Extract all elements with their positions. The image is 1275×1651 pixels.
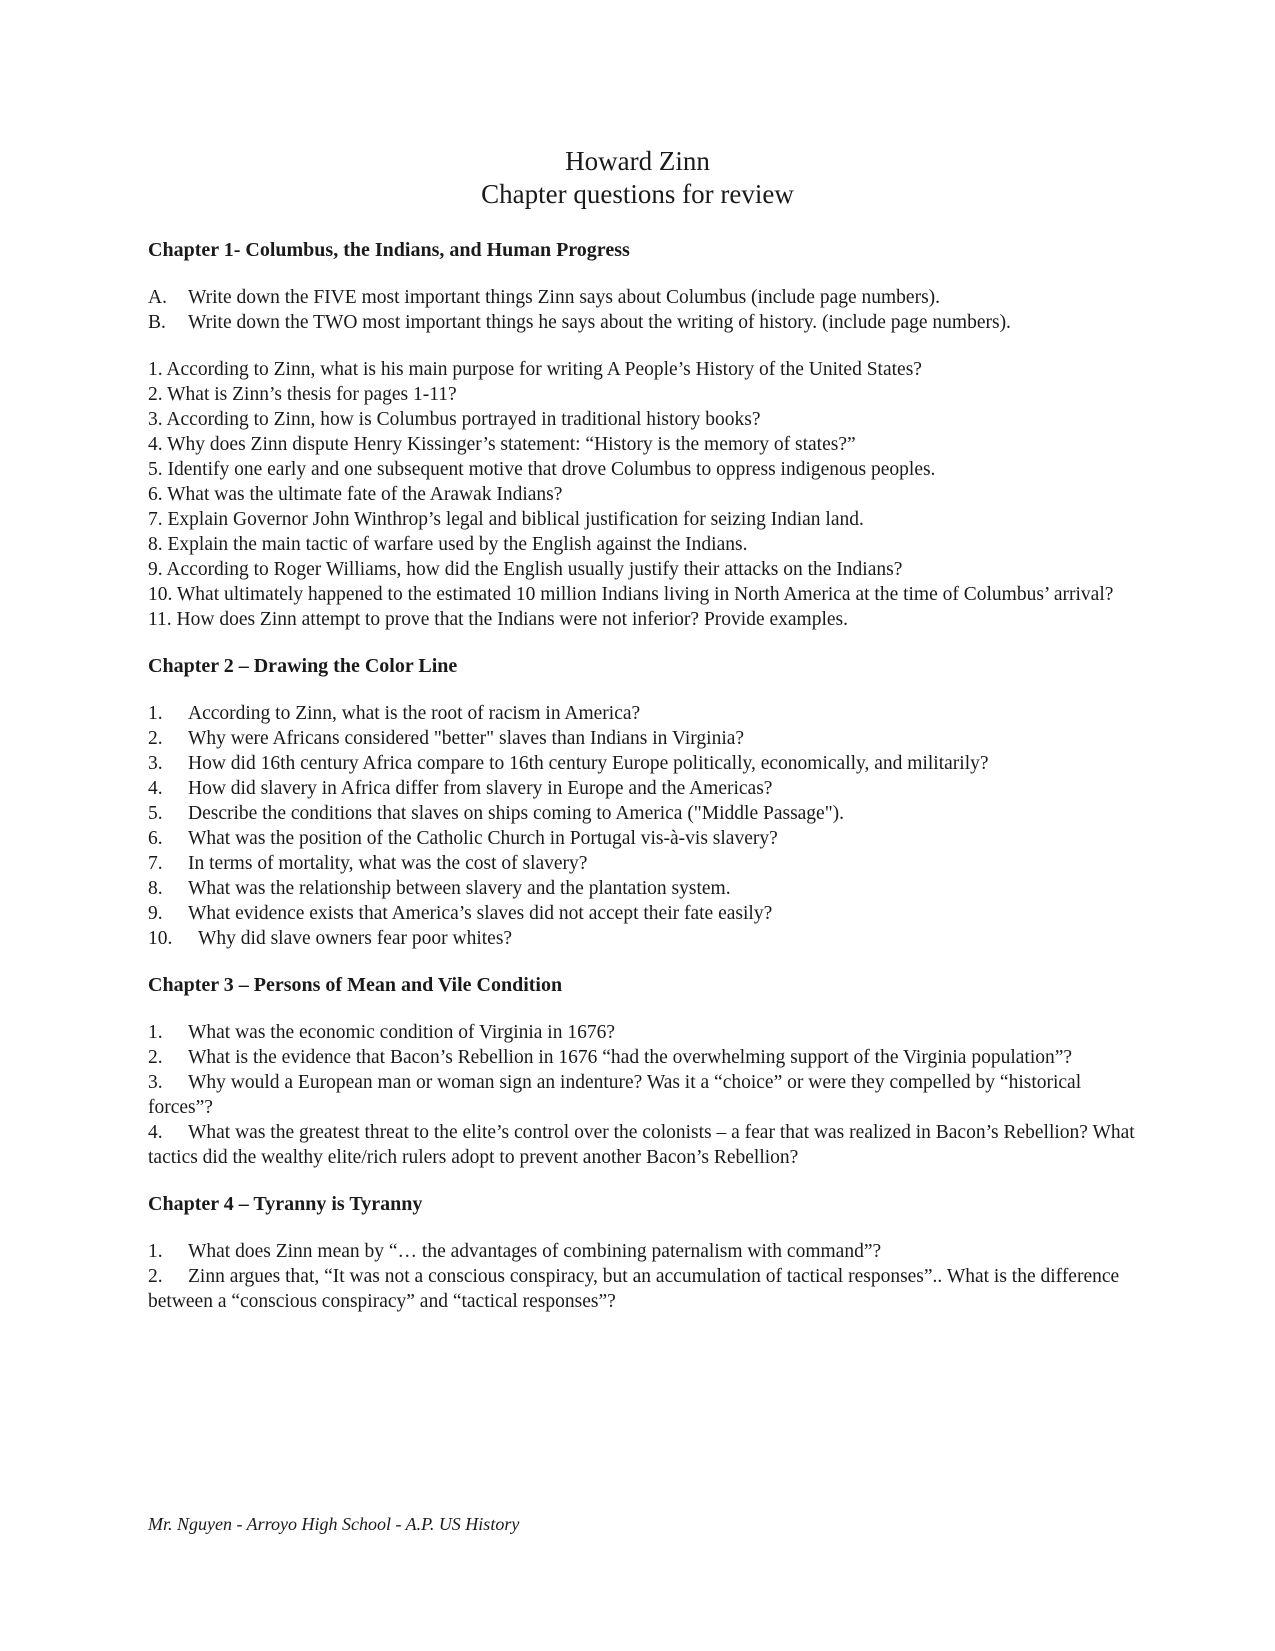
question-number: 2. <box>148 1047 163 1068</box>
chapter-2-heading: Chapter 2 – Drawing the Color Line <box>148 655 458 677</box>
question-item <box>148 801 1138 826</box>
question-number: 10. <box>148 928 173 949</box>
question-text: According to Zinn, what is the root of racism in America? <box>188 703 641 724</box>
question-item: 2. What is Zinn’s thesis for pages 1-11? <box>148 384 457 405</box>
question-item <box>148 901 1138 926</box>
chapter-1-heading: Chapter 1- Columbus, the Indians, and Human Progress <box>148 239 630 261</box>
question-number: 3. <box>148 1072 163 1093</box>
question-item <box>148 1020 1138 1045</box>
question-item: 4. Why does Zinn dispute Henry Kissinger’s statement: “History is the memory of states?” <box>148 434 856 455</box>
chapter-4-heading: Chapter 4 – Tyranny is Tyranny <box>148 1193 423 1215</box>
question-item <box>148 851 1138 876</box>
task-text: Write down the TWO most important things he says about the writing of history. (include page numbers). <box>188 312 1011 333</box>
question-text: What was the relationship between slavery and the plantation system. <box>188 878 731 899</box>
question-text: Why were Africans considered "better" slaves than Indians in Virginia? <box>188 728 745 749</box>
chapter-1-tasks <box>148 285 1138 335</box>
question-number: 6. <box>148 828 163 849</box>
document-subtitle: Chapter questions for review <box>481 179 794 209</box>
chapter-4-section <box>148 1192 1138 1314</box>
question-text: Why did slave owners fear poor whites? <box>198 928 513 949</box>
question-number: 8. <box>148 878 163 899</box>
question-item: 5. Identify one early and one subsequent motive that drove Columbus to oppress indigenous peoples. <box>148 459 936 480</box>
question-item <box>148 776 1138 801</box>
question-number: 2. <box>148 1266 163 1287</box>
task-item <box>148 285 1138 310</box>
question-text: What is the evidence that Bacon’s Rebellion in 1676 “had the overwhelming support of the Virginia population”? <box>188 1047 1073 1068</box>
chapter-1-section <box>148 238 1138 632</box>
chapter-3-heading: Chapter 3 – Persons of Mean and Vile Condition <box>148 974 563 996</box>
question-item <box>148 876 1138 901</box>
question-number: 1. <box>148 1022 163 1043</box>
question-item: 7. Explain Governor John Winthrop’s legal and biblical justification for seizing Indian land. <box>148 509 864 530</box>
question-item: 6. What was the ultimate fate of the Arawak Indians? <box>148 484 563 505</box>
question-text: What was the position of the Catholic Church in Portugal vis-à-vis slavery? <box>188 828 778 849</box>
chapter-3-section <box>148 973 1138 1170</box>
question-item: 1. According to Zinn, what is his main purpose for writing A People’s History of the United States? <box>148 359 922 380</box>
question-number: 9. <box>148 903 163 924</box>
chapter-3-questions <box>148 1020 1138 1170</box>
question-item <box>148 701 1138 726</box>
question-text: How did 16th century Africa compare to 16th century Europe politically, economically, and militarily? <box>188 753 989 774</box>
question-item <box>148 826 1138 851</box>
chapter-4-questions <box>148 1239 1138 1314</box>
question-number: 2. <box>148 728 163 749</box>
question-number: 1. <box>148 1241 163 1262</box>
chapter-2-section <box>148 654 1138 951</box>
question-item <box>148 1264 1138 1314</box>
question-number: 7. <box>148 853 163 874</box>
question-number: 1. <box>148 703 163 724</box>
question-item <box>148 1239 1138 1264</box>
document-content <box>148 238 1138 1336</box>
question-item: 9. According to Roger Williams, how did the English usually justify their attacks on the Indians? <box>148 559 903 580</box>
task-label: B. <box>148 312 166 333</box>
question-text: What does Zinn mean by “… the advantages of combining paternalism with command”? <box>188 1241 882 1262</box>
question-number: 4. <box>148 1122 163 1143</box>
question-item <box>148 751 1138 776</box>
question-item <box>148 726 1138 751</box>
question-item: 11. How does Zinn attempt to prove that the Indians were not inferior? Provide examples. <box>148 609 849 630</box>
question-item: 8. Explain the main tactic of warfare used by the English against the Indians. <box>148 534 748 555</box>
question-text: What was the greatest threat to the elite’s control over the colonists – a fear that was realized in Bacon’s Rebellion? What tactics did the wealthy elite/rich rulers adopt to prevent another Bacon’s Rebellion? <box>148 1122 1135 1168</box>
question-text: Describe the conditions that slaves on ships coming to America ("Middle Passage"). <box>188 803 845 824</box>
question-number: 3. <box>148 753 163 774</box>
question-text: What evidence exists that America’s slaves did not accept their fate easily? <box>188 903 773 924</box>
chapter-1-questions <box>148 357 1138 632</box>
question-text: How did slavery in Africa differ from slavery in Europe and the Americas? <box>188 778 773 799</box>
document-title: Howard Zinn <box>565 146 710 176</box>
question-item <box>148 1120 1138 1170</box>
question-text: What was the economic condition of Virginia in 1676? <box>188 1022 616 1043</box>
task-item <box>148 310 1138 335</box>
question-item <box>148 926 1138 951</box>
page-footer: Mr. Nguyen - Arroyo High School - A.P. US History <box>148 1514 520 1534</box>
question-item <box>148 1045 1138 1070</box>
task-text: Write down the FIVE most important things Zinn says about Columbus (include page numbers). <box>188 287 941 308</box>
question-item: 3. According to Zinn, how is Columbus portrayed in traditional history books? <box>148 409 761 430</box>
chapter-2-questions <box>148 701 1138 951</box>
task-label: A. <box>148 287 167 308</box>
question-text: In terms of mortality, what was the cost of slavery? <box>188 853 588 874</box>
question-text: Zinn argues that, “It was not a conscious conspiracy, but an accumulation of tactical responses”.. What is the difference between a “conscious conspiracy” and “tactical responses”? <box>148 1266 1120 1312</box>
question-number: 5. <box>148 803 163 824</box>
question-item <box>148 1070 1138 1120</box>
question-text: Why would a European man or woman sign an indenture? Was it a “choice” or were they compelled by “historical forces”? <box>148 1072 1082 1118</box>
question-number: 4. <box>148 778 163 799</box>
question-item: 10. What ultimately happened to the estimated 10 million Indians living in North America at the time of Columbus’ arrival? <box>148 584 1114 605</box>
title-block <box>0 145 1275 211</box>
